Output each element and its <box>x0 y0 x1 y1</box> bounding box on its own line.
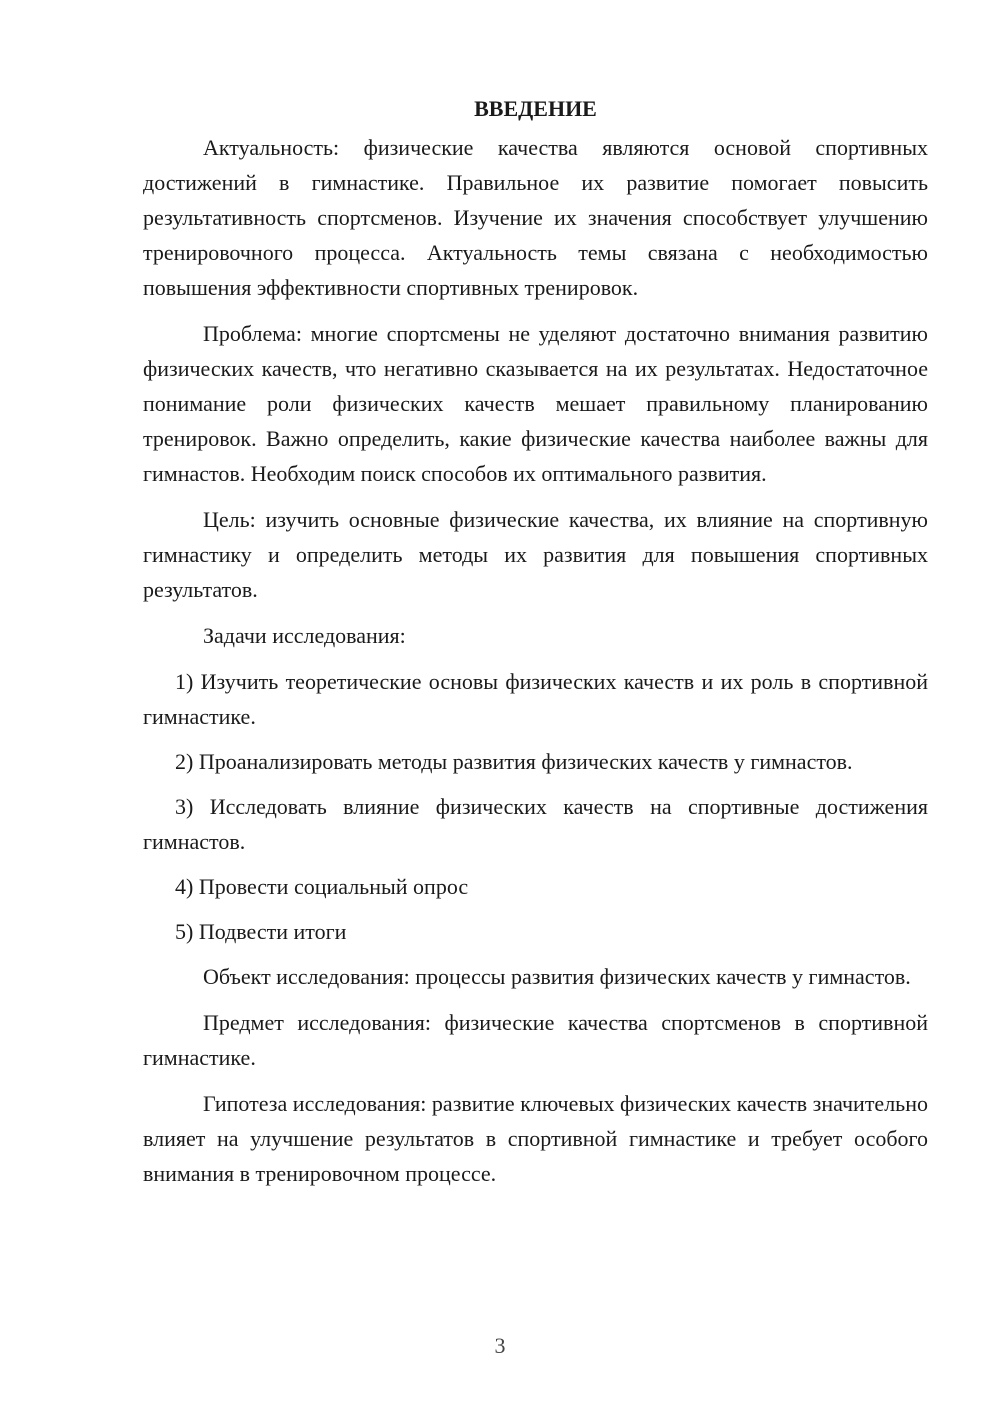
object-paragraph: Объект исследования: процессы развития физических качеств у гимнастов. <box>203 964 911 989</box>
list-item: 1) Изучить теоретические основы физических качеств и их роль в спортивной гимнастике. <box>143 669 928 729</box>
page-number: 3 <box>494 1333 506 1358</box>
problem-paragraph: Проблема: многие спортсмены не уделяют достаточно внимания развитию физических качеств, что негативно сказывается на их результатах. Недостаточное понимание роли физических качеств мешает правильному планированию тренировок. Важно определить, какие физические качества наиболее важны для гимнастов. Необходим поиск способов их оптимального развития. <box>143 321 928 486</box>
list-item: 3) Исследовать влияние физических качеств на спортивные достижения гимнастов. <box>143 794 928 854</box>
goal-paragraph: Цель: изучить основные физические качества, их влияние на спортивную гимнастику и определить методы их развития для повышения спортивных результатов. <box>143 507 928 602</box>
list-item: 4) Провести социальный опрос <box>175 874 469 899</box>
document-page <box>143 92 928 1202</box>
tasks-list <box>143 664 928 949</box>
list-item: 2) Проанализировать методы развития физических качеств у гимнастов. <box>175 749 853 774</box>
relevance-paragraph: Актуальность: физические качества являются основой спортивных достижений в гимнастике. Правильное их развитие помогает повысить результативность спортсменов. Изучение их значения способствует улучшению тренировочного процесса. Актуальность темы связана с необходимостью повышения эффективности спортивных тренировок. <box>143 135 928 300</box>
tasks-heading: Задачи исследования: <box>203 623 406 648</box>
section-heading: ВВЕДЕНИЕ <box>474 96 597 121</box>
hypothesis-paragraph: Гипотеза исследования: развитие ключевых физических качеств значительно влияет на улучшение результатов в спортивной гимнастике и требует особого внимания в тренировочном процессе. <box>143 1091 928 1186</box>
list-item: 5) Подвести итоги <box>175 919 347 944</box>
subject-paragraph: Предмет исследования: физические качества спортсменов в спортивной гимнастике. <box>143 1010 928 1070</box>
